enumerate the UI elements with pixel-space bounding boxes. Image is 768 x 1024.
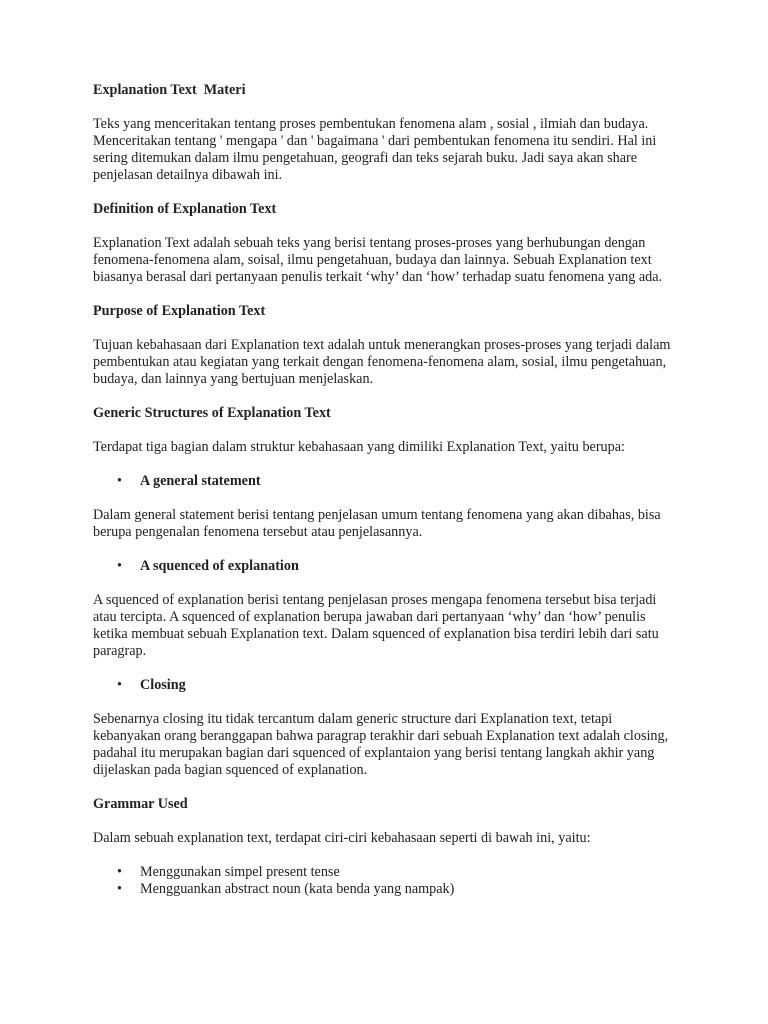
grammar-list <box>93 864 683 898</box>
intro-paragraph: Teks yang menceritakan tentang proses pembentukan fenomena alam , sosial , ilmiah dan budaya. Menceritakan tentang ' mengapa ' dan ' bagaimana ' dari pembentukan fenomena itu sendiri. Hal ini sering ditemukan dalam ilmu pengetahuan, geografi dan teks sejarah buku. Jadi saya akan share penjelasan detailnya dibawah ini. <box>93 116 657 183</box>
structure-item-label: A squenced of explanation <box>140 558 299 574</box>
document-title: Explanation Text Materi <box>93 82 246 98</box>
definition-paragraph: Explanation Text adalah sebuah teks yang berisi tentang proses-proses yang berhubungan dengan fenomena-fenomena alam, soisal, ilmu pengetahuan, budaya dan lainnya. Sebuah Explanation text biasanya berasal dari pertanyaan penulis terkait ‘why’ dan ‘how’ terhadap suatu fenomena yang ada. <box>93 235 663 285</box>
structures-intro: Terdapat tiga bagian dalam struktur kebahasaan yang dimiliki Explanation Text, yaitu berupa: <box>93 439 625 455</box>
grammar-intro: Dalam sebuah explanation text, terdapat ciri-ciri kebahasaan seperti di bawah ini, yaitu: <box>93 830 591 846</box>
structures-heading: Generic Structures of Explanation Text <box>93 405 331 421</box>
structure-item-text: Dalam general statement berisi tentang penjelasan umum tentang fenomena yang akan dibahas, bisa berupa pengenalan fenomena tersebut atau penjelasannya. <box>93 507 661 540</box>
structure-item-closing <box>93 677 683 694</box>
structure-item-label: A general statement <box>140 473 261 489</box>
list-item <box>93 881 683 898</box>
definition-heading: Definition of Explanation Text <box>93 201 277 217</box>
purpose-heading: Purpose of Explanation Text <box>93 303 266 319</box>
bullet-icon: • <box>117 881 122 897</box>
bullet-icon: • <box>117 677 122 693</box>
list-item-text: Mengguankan abstract noun (kata benda yang nampak) <box>140 881 455 897</box>
purpose-paragraph: Tujuan kebahasaan dari Explanation text adalah untuk menerangkan proses-proses yang terjadi dalam pembentukan atau kegiatan yang terkait dengan fenomena-fenomena alam, sosial, ilmu pengetahuan, budaya, dan lainnya yang bertujuan menjelaskan. <box>93 337 671 387</box>
bullet-icon: • <box>117 473 122 489</box>
list-item-text: Menggunakan simpel present tense <box>140 864 340 880</box>
structure-item-text: Sebenarnya closing itu tidak tercantum dalam generic structure dari Explanation text, tetapi kebanyakan orang beranggapan bahwa paragrap terakhir dari sebuah Explanation text adalah closing, padahal itu merupakan bagian dari squenced of explantaion yang berisi tentang langkah akhir yang dijelaskan pada bagian squenced of explanation. <box>93 711 669 778</box>
grammar-heading: Grammar Used <box>93 796 188 812</box>
structure-item-text: A squenced of explanation berisi tentang penjelasan proses mengapa fenomena tersebut bisa terjadi atau tercipta. A squenced of explanation berupa jawaban dari pertanyaan ‘why’ dan ‘how’ penulis ketika membuat sebuah Explanation text. Dalam squenced of explanation bisa terdiri lebih dari satu paragrap. <box>93 592 659 659</box>
structure-item-squenced-explanation <box>93 558 683 575</box>
structure-item-general-statement <box>93 473 683 490</box>
bullet-icon: • <box>117 558 122 574</box>
document-page <box>93 82 683 898</box>
bullet-icon: • <box>117 864 122 880</box>
list-item <box>93 864 683 881</box>
structure-item-label: Closing <box>140 677 186 693</box>
